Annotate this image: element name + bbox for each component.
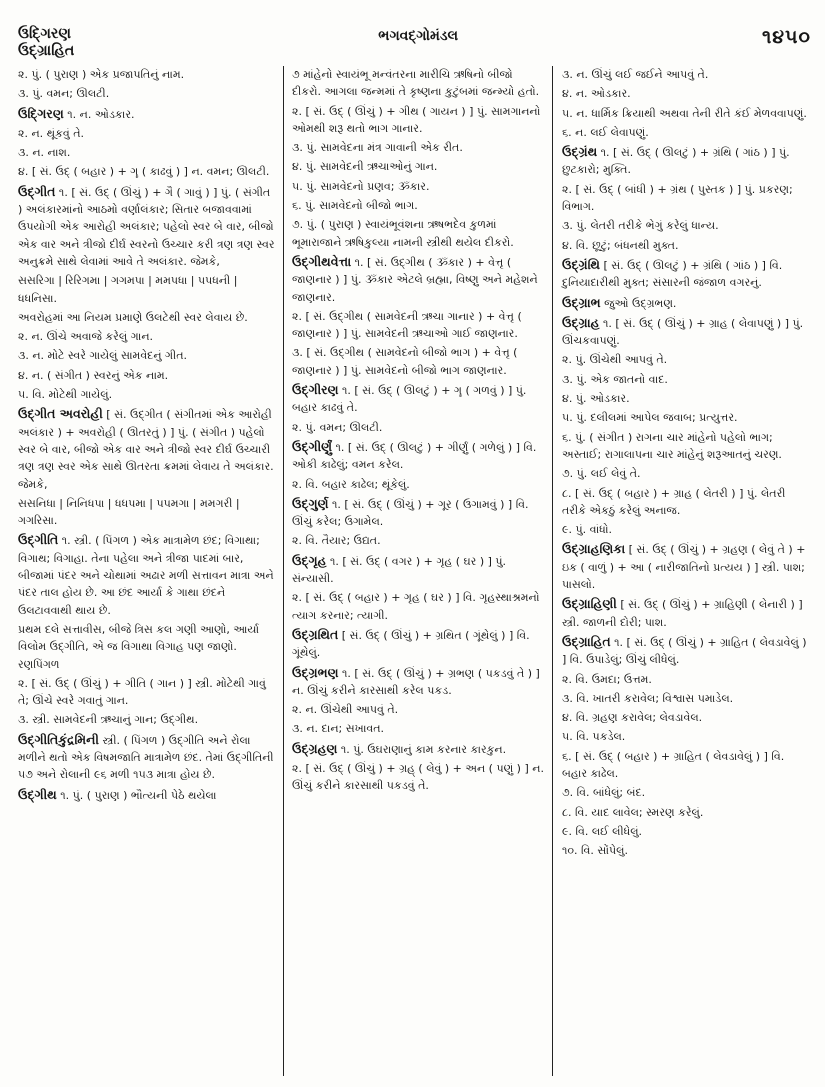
entry-sense: [562, 804, 811, 821]
entry-sense: [292, 178, 544, 195]
entry-sense: [562, 728, 811, 745]
page-header: [18, 26, 811, 58]
definition-text: ૫. ન. ધાર્મિક ક્રિયાથી અથવા તેની રીતે કંઈ મેળવવાપણું.: [562, 106, 807, 120]
entry-sense: [562, 823, 811, 840]
entry-sense: [292, 760, 544, 795]
entry-sense: [562, 105, 811, 122]
definition-text: ૧. [ સં. ઉદ્ ( ઊલટું ) + ગૄ ( ગળવું ) ] પું. બહાર કાઢવું તે.: [292, 384, 527, 415]
definition-text: ૩. પું. સામવેદના મંત્ર ગાવાની એક રીત.: [292, 141, 463, 155]
entry-sense: [18, 495, 275, 530]
definition-text: [ સં. ઉદ્ ( ઊંચું ) + ગ્રથિત ( ગૂંથેલું ) ] વિ. ગૂંથેલું.: [292, 628, 530, 660]
entry-sense: [292, 139, 544, 156]
definition-text: અવરોહમાં આ નિયમ પ્રમાણે ઉલટેથી સ્વર લેવાય છે.: [18, 310, 248, 324]
definition-text: ૫. પું. દલીલમાં આપેલ જવાબ; પ્રત્યુત્તર.: [562, 411, 738, 425]
definition-text: ૪. ન. ઓડકાર.: [562, 87, 631, 101]
headword: ઉદ્ગ્રભણ: [292, 664, 339, 680]
entry-sense: [18, 125, 275, 142]
entry-sense: [292, 308, 544, 343]
definition-text: ૧. [ સં. ઉદ્ ( ઊલટું ) + ગીર્ણું ( ગળેલું ) ] વિ. ઓકી કાઢેલું; વમન કરેલ.: [292, 440, 537, 472]
definition-text: ૧. [ સં. ઉદ્ ( ઊંચું ) + ગ્રભણ ( પકડવું તે ) ] ન. ઊંચું કરીને કારસાથી કરેલ પકડ.: [292, 666, 540, 697]
entry-sense: [292, 216, 544, 251]
definition-text: ૭. પું. લઈ લેવું તે.: [562, 467, 641, 481]
entry-sense: [292, 589, 544, 624]
entry-sense: [562, 217, 811, 234]
definition-text: ૧. સ્ત્રી. ( પિંગળ ) એક માત્રામેળ છંદ; વિગાથા; વિગાથ; વિગાહા. તેના પહેલા અને ત્રીજા પાદમાં બાર, બીજામાં પંદર અને ચોથામાં અઢાર મળી સત્તાવન માત્રા અને પંદર તાલ હોય છે. આ છંદ આર્યા કે ગાથા છંદને ઉલટાવવાથી થાય છે.: [18, 534, 274, 617]
dictionary-entry: [562, 143, 811, 179]
definition-text: [ સં. ઉદ્ ( ઊલટું ) + ગ્રંથિ ( ગાંઠ ) ] વિ. દુનિયાદારીથી મુક્ત; સંસારની જંજાળ વગરનું.: [562, 258, 783, 290]
dictionary-entry: [18, 731, 275, 784]
entry-sense: [18, 144, 275, 161]
definition-text: ૩. ન. મોટે સ્વરે ગાયેલું સામવેદનું ગીત.: [18, 349, 187, 363]
headword: ઉદ્ગ્રંથ: [562, 144, 598, 160]
definition-text: ૨. ન. થૂંકવું તે.: [18, 126, 84, 140]
definition-text: ૬. [ સં. ઉદ્ ( બહાર ) + ગ્રાહિત ( લેવડાવેલું ) ] વિ. બહાર કાઢેલ.: [562, 749, 785, 780]
definition-text: ૧. ન. ઓડકાર.: [63, 107, 135, 121]
dictionary-entry: [18, 405, 275, 492]
page-title: ભગવદ્ગોમંડલ: [378, 28, 459, 44]
definition-text: ૩. પું. વમન; ઊલટી.: [18, 87, 110, 101]
definition-text: ૨. [ સં. ઉદ્ગીથ ( સામવેદની ઋચા ગાનાર ) + વેત્તૃ ( જાણનાર ) ] પું. સામવેદની ઋચાઓ ગાઈ જાણનાર.: [292, 309, 522, 341]
headword: ઉદ્ગીથ: [18, 786, 57, 802]
dictionary-entry: [18, 786, 275, 804]
entry-sense: [562, 485, 811, 520]
entry-sense: [292, 158, 544, 175]
definition-text: ૮. વિ. યાદ લાવેલ; સ્મરણ કરેલું.: [562, 805, 704, 819]
definition-text: ૩. પું. એક જાતનો વાદ.: [562, 372, 668, 386]
definition-text: ૨. પું. ( પુરાણ ) એક પ્રજાપતિનું નામ.: [18, 68, 185, 81]
definition-text: ૪. વિ. ગ્રહણ કરાવેલ; લેવડાવેલ.: [562, 711, 703, 725]
headword: ઉદ્ગીર્ણું: [292, 438, 333, 454]
definition-text: ૩. વિ. ખાતરી કરાવેલ; વિશ્વાસ પમાડેલ.: [562, 691, 734, 705]
definition-text: ૧. પું. ઉઘરાણાનું કામ કરનાર કારકુન.: [337, 742, 507, 756]
definition-text: ૧. [ સં. ઉદ્ ( ઊંચું ) + ગ્રાહિત ( લેવડાવેલું ) ] વિ. ઉપાડેલું; ઊંચું લીધેલું.: [562, 635, 807, 667]
definition-text: ૩. ન. ઊંચું લઈ જઈને આપવું તે.: [562, 68, 709, 81]
guide-word-first: ઉદ્ગિરણ: [18, 26, 72, 42]
definition-text: ૭. પું. ( પુરાણ ) સ્વાયંભૂવંશના ઋષભદેવ કુળમાં ભૂમારાજાને ઋષિકુલ્યા નામની સ્ત્રીથી થયેલ દીકરો.: [292, 218, 514, 249]
entry-sense: [292, 532, 544, 549]
definition-text: ૪. પું. સામવેદની ઋચાઓનું ગાન.: [292, 160, 438, 174]
definition-text: ૨. ન. ઊંચે અવાજે કરેલું ગાન.: [18, 330, 154, 344]
dictionary-entry: [292, 626, 544, 662]
definition-text: ૫. વિ. મોટેથી ગાયેલું.: [18, 388, 113, 402]
entry-sense: [562, 521, 811, 538]
definition-text: ૧. [ સં. ઉદ્ ( ઊંચું ) + ગૂર ( ઉગામવું ) ] વિ. ઊંચું કરેલ; ઉગામેલ.: [292, 497, 529, 529]
headword: ઉદ્ગીત: [18, 183, 56, 199]
definition-text: [ સં. ઉદ્ ( ઊંચું ) + ગ્રહણ ( લેવું તે ) + ઇક ( વાળું ) + આ ( નારીજાતિનો પ્રત્યય ) ] સ્ત્રી. પાશ; પાસલો.: [562, 543, 806, 592]
entry-sense: [562, 409, 811, 426]
headword: ઉદ્ગ્રાહણિકા: [562, 541, 626, 557]
definition-text: ૨. ન. ઊંચેથી આપવું તે.: [292, 703, 399, 717]
definition-text: ૩. ન. દાન; સખાવત.: [292, 722, 385, 736]
entry-sense: [562, 237, 811, 254]
definition-text: ૨. વિ. બહાર કાઢેલ; થૂંકેલું.: [292, 477, 410, 491]
dictionary-entry: [562, 595, 811, 631]
entry-sense: [292, 344, 544, 379]
headword: ઉદ્ગિરણ: [18, 105, 64, 121]
entry-sense: [18, 328, 275, 345]
entry-sense: [18, 163, 275, 180]
entry-sense: [18, 347, 275, 364]
definition-text: ૫. વિ. પકડેલ.: [562, 730, 626, 744]
headword: ઉદ્ગ્રાહિણી: [562, 596, 617, 612]
definition-text: ૯. વિ. લઈ લીધેલું.: [562, 824, 643, 838]
entry-sense: [562, 371, 811, 388]
definition-text: ૧. [ સં. ઉદ્ગીથ ( ૐકાર ) + વેત્તૃ ( જાણનાર ) ] પું. ૐકાર એટલે બ્રહ્મા, વિષ્ણુ અને મહેશને જાણનાર.: [292, 255, 538, 304]
entry-sense: [562, 66, 811, 83]
headword: ઉદ્ગ્રથિત: [292, 626, 339, 642]
entry-sense: [18, 309, 275, 326]
entry-sense: [18, 621, 275, 673]
entry-sense: [562, 671, 811, 688]
entry-sense: [562, 351, 811, 368]
dictionary-entry: [562, 256, 811, 292]
headword: ઉદ્ગ્રાભ: [562, 294, 601, 310]
dictionary-entry: [292, 495, 544, 531]
dictionary-entry: [292, 664, 544, 700]
dictionary-entry: [18, 531, 275, 618]
entry-sense: [562, 124, 811, 141]
entry-sense: [292, 103, 544, 138]
definition-text: ૧. પું. ( પુરાણ ) ભૌત્યની પેઠે થયેલા: [56, 788, 217, 802]
definition-text: ૩. [ સં. ઉદ્ગીથ ( સામવેદનો બીજો ભાગ ) + વેત્તૃ ( જાણનાર ) ] પું. સામવેદનો બીજો ભાગ જાણનાર.: [292, 346, 518, 377]
definition-text: ૧૦. વિ. સોંપેલું.: [562, 844, 628, 858]
definition-text: [ સં. ઉદ્ગીત ( સંગીતમાં એક આરોહી અલંકાર ) + અવરોહી ( ઊતરતું ) ] પું. ( સંગીત ) પહેલો સ્વર બે વાર, બીજો એક વાર અને ત્રીજો સ્વર દીર્ઘ ઉચ્ચારી ત્રણ ત્રણ સ્વર એક સાથે ઊતરતા ક્રમમાં લેવાય તે અલંકાર. જેમકે,: [18, 408, 274, 491]
dictionary-entry: [18, 183, 275, 270]
definition-text: ૫. પું. સામવેદનો પ્રણવ; ૐકાર.: [292, 179, 430, 193]
definition-text: પ્રથમ દલે સત્તાવીસ, બીજે ત્રિસ કલ ગણી આણો, આર્યા વિલોમ ઉદ્ગીતિ, એ જ વિગાથા વિગાહ પણ જાણો. રણપિંગળ: [18, 622, 260, 671]
definition-text: ૮. [ સં. ઉદ્ ( બહાર ) + ગ્રાહ ( લેતરી ) ] પું. લેતરી તરીકે એકઠું કરેલું અનાજ.: [562, 486, 786, 517]
definition-text: ૭ માંહેનો સ્વાયંભૂ મન્વંતરના મારીચિ ઋષિનો બીજો દીકરો. આગલા જન્મમાં તે કૃષ્ણના કુટુંબમાં જન્મ્યો હતો.: [292, 68, 540, 99]
definition-text: ૧. [ સં. ઉદ્ ( વગર ) + ગૃહ ( ઘર ) ] પું. સંન્યાસી.: [292, 554, 507, 586]
definition-text: ૪. ન. ( સંગીત ) સ્વરનું એક નામ.: [18, 368, 169, 382]
headword: ઉદ્ગીતિ: [18, 532, 59, 548]
headword: ઉદ્ગુર્ણ: [292, 495, 329, 511]
definition-text: ૨. વિ. ઉમદા; ઉત્તમ.: [562, 672, 652, 686]
entry-sense: [18, 85, 275, 102]
guide-word-last: ઉદ્ગ્રાહિત: [18, 43, 75, 59]
page-number: ૧૪૫૦: [761, 26, 811, 48]
definition-text: ૧. [ સં. ઉદ્ ( ઊલટું ) + ગ્રંથિ ( ગાંઠ ) ] પું. છુટકારો; મુક્તિ.: [562, 146, 790, 177]
entry-sense: [18, 675, 275, 710]
dictionary-entry: [18, 105, 275, 123]
headword: ઉદ્ગ્રંથિ: [562, 256, 600, 272]
definition-text: ૪. [ સં. ઉદ્ ( બહાર ) + ગૄ ( કાઢવું ) ] ન. વમન; ઊલટી.: [18, 165, 270, 179]
definition-text: ૪. વિ. છૂટું; બંધનથી મુક્ત.: [562, 238, 679, 252]
column-middle: [283, 66, 553, 1076]
definition-text: ૧. [ સં. ઉદ્ ( ઊંચું ) + ગૈ ( ગાવું ) ] પું. ( સંગીત ) અલંકારમાંનો આઠમો વર્ણાલંકાર; સિતાર બજાવવામાં ઉપયોગી એક આરોહી અલંકાર; પહેલો સ્વર બે વાર, બીજો એક વાર અને ત્રીજો દીર્ઘ સ્વરનો ઉચ્ચાર કરી ત્રણ ત્રણ સ્વર અનુક્રમે સાથે લેવામાં આવે તે અલંકાર. જેમકે,: [18, 185, 275, 268]
definition-text: સસરિગા | રિરિગમા | ગગમપા | મમપધા | પપધની | ધધનિસા.: [18, 274, 238, 305]
entry-sense: [562, 709, 811, 726]
definition-text: ૨. વિ. તૈયાર; ઉદ્યત.: [292, 534, 381, 548]
definition-text: ૩. પું. લેતરી તરીકે ભેગું કરેલું ધાન્ય.: [562, 219, 719, 233]
entry-sense: [18, 386, 275, 403]
entry-sense: [18, 272, 275, 307]
entry-sense: [292, 701, 544, 718]
definition-text: ૬. ન. લઈ લેવાપણું.: [562, 125, 649, 139]
dictionary-entry: [562, 294, 811, 312]
entry-sense: [562, 748, 811, 783]
entry-sense: [562, 690, 811, 707]
entry-sense: [562, 390, 811, 407]
headword: ઉદ્ગીથવેત્તા: [292, 253, 352, 269]
definition-text: [ સં. ઉદ્ ( ઊંચું ) + ગ્રાહિણી ( લેનારી ) ] સ્ત્રી. જાળની દોરી; પાશ.: [562, 598, 803, 629]
entry-sense: [292, 197, 544, 214]
entry-sense: [18, 367, 275, 384]
entry-sense: [292, 66, 544, 101]
entry-sense: [562, 842, 811, 859]
entry-sense: [562, 465, 811, 482]
definition-text: ૯. પું. વાંધો.: [562, 523, 613, 537]
definition-text: ૨. [ સં. ઉદ્ ( ઊંચું ) + ગીથ ( ગાયન ) ] પું. સામગાનનો ઓમથી શરૂ થતો ભાગ ગાનાર.: [292, 104, 541, 135]
definition-text: ૨. પું. ઊંચેથી આપવું તે.: [562, 353, 668, 367]
dictionary-entry: [562, 540, 811, 593]
definition-text: ૬. પું. સામવેદનો બીજો ભાગ.: [292, 199, 418, 213]
definition-text: જુઓ ઉદ્ગ્રભણ.: [600, 296, 677, 310]
headword: ઉદ્ગીતિકુંદ્રમિની: [18, 731, 100, 747]
headword: ઉદ્ગૃહ: [292, 552, 327, 568]
definition-text: ૩. સ્ત્રી. સામવેદની ઋચાનું ગાન; ઉદ્ગીથ.: [18, 713, 199, 727]
dictionary-entry: [292, 740, 544, 758]
entry-sense: [18, 711, 275, 728]
dictionary-entry: [292, 438, 544, 474]
definition-text: સસનિધા | નિનિધપા | ધધપમા | પપમગા | મમગરી | ગગરિસા.: [18, 496, 240, 528]
entry-columns: [18, 66, 811, 1076]
entry-sense: [292, 720, 544, 737]
entry-sense: [562, 429, 811, 464]
definition-text: ૨. [ સં. ઉદ્ ( ઊંચું ) + ગીતિ ( ગાન ) ] સ્ત્રી. મોટેથી ગાવું તે; ઊંચે સ્વરે ગવાતું ગાન.: [18, 676, 266, 708]
definition-text: ૨. પું. વમન; ઊલટી.: [292, 420, 383, 434]
definition-text: ૨. [ સં. ઉદ્ ( બહાર ) + ગૃહ ( ઘર ) ] વિ. ગૃહસ્થાશ્રમનો ત્યાગ કરનાર; ત્યાગી.: [292, 591, 540, 622]
dictionary-entry: [562, 633, 811, 669]
dictionary-entry: [292, 552, 544, 588]
dictionary-entry: [292, 381, 544, 417]
definition-text: ૧. [ સં. ઉદ્ ( ઊંચું ) + ગ્રાહ ( લેવાપણું ) ] પું. ઊંચકવાપણું.: [562, 316, 804, 348]
headword: ઉદ્ગ્રાહ: [562, 314, 600, 330]
definition-text: સ્ત્રી. ( પિંગળ ) ઉદ્ગીતિ અને રોલા મળીને થતો એક વિષમજાતિ માત્રામેળ છંદ. તેમાં ઉદ્ગીતિની ૫૭ અને રોલાની ૯૬ મળી ૧૫૩ માત્રા હોય છે.: [18, 733, 274, 782]
definition-text: ૪. પું. ઓડકાર.: [562, 392, 630, 406]
definition-text: ૩. ન. નાશ.: [18, 146, 71, 160]
definition-text: ૨. [ સં. ઉદ્ ( બાંધી ) + ગ્રંથ ( પુસ્તક ) ] પું. પ્રકરણ; વિભાગ.: [562, 182, 793, 214]
dictionary-entry: [292, 253, 544, 306]
headword: ઉદ્ગ્રાહિત: [562, 633, 611, 649]
entry-sense: [18, 66, 275, 83]
definition-text: ૨. [ સં. ઉદ્ ( ઊંચું ) + ગ્રહ્ ( લેવું ) + અન ( પણું ) ] ન. ઊંચું કરીને કારસાથી પકડવું તે.: [292, 761, 544, 793]
column-left: [18, 66, 283, 1076]
definition-text: ૭. વિ. બાંધેલું; બંદ.: [562, 786, 646, 800]
definition-text: ૬. પું. ( સંગીત ) રાગના ચાર માંહેનો પહેલો ભાગ; અસ્તાઈ; રાગાલાપના ચાર માંહેનું શરૂઆતનું ચરણ.: [562, 430, 782, 461]
dictionary-entry: [562, 314, 811, 350]
entry-sense: [562, 85, 811, 102]
entry-sense: [562, 181, 811, 216]
headword: ઉદ્ગીરણ: [292, 382, 339, 398]
guide-words: [18, 26, 74, 60]
headword: ઉદ્ગ્રહણ: [292, 740, 338, 756]
entry-sense: [562, 784, 811, 801]
entry-sense: [292, 419, 544, 436]
column-right: [553, 66, 811, 1076]
entry-sense: [292, 476, 544, 493]
headword: ઉદ્ગીત અવરોહી: [18, 406, 103, 422]
